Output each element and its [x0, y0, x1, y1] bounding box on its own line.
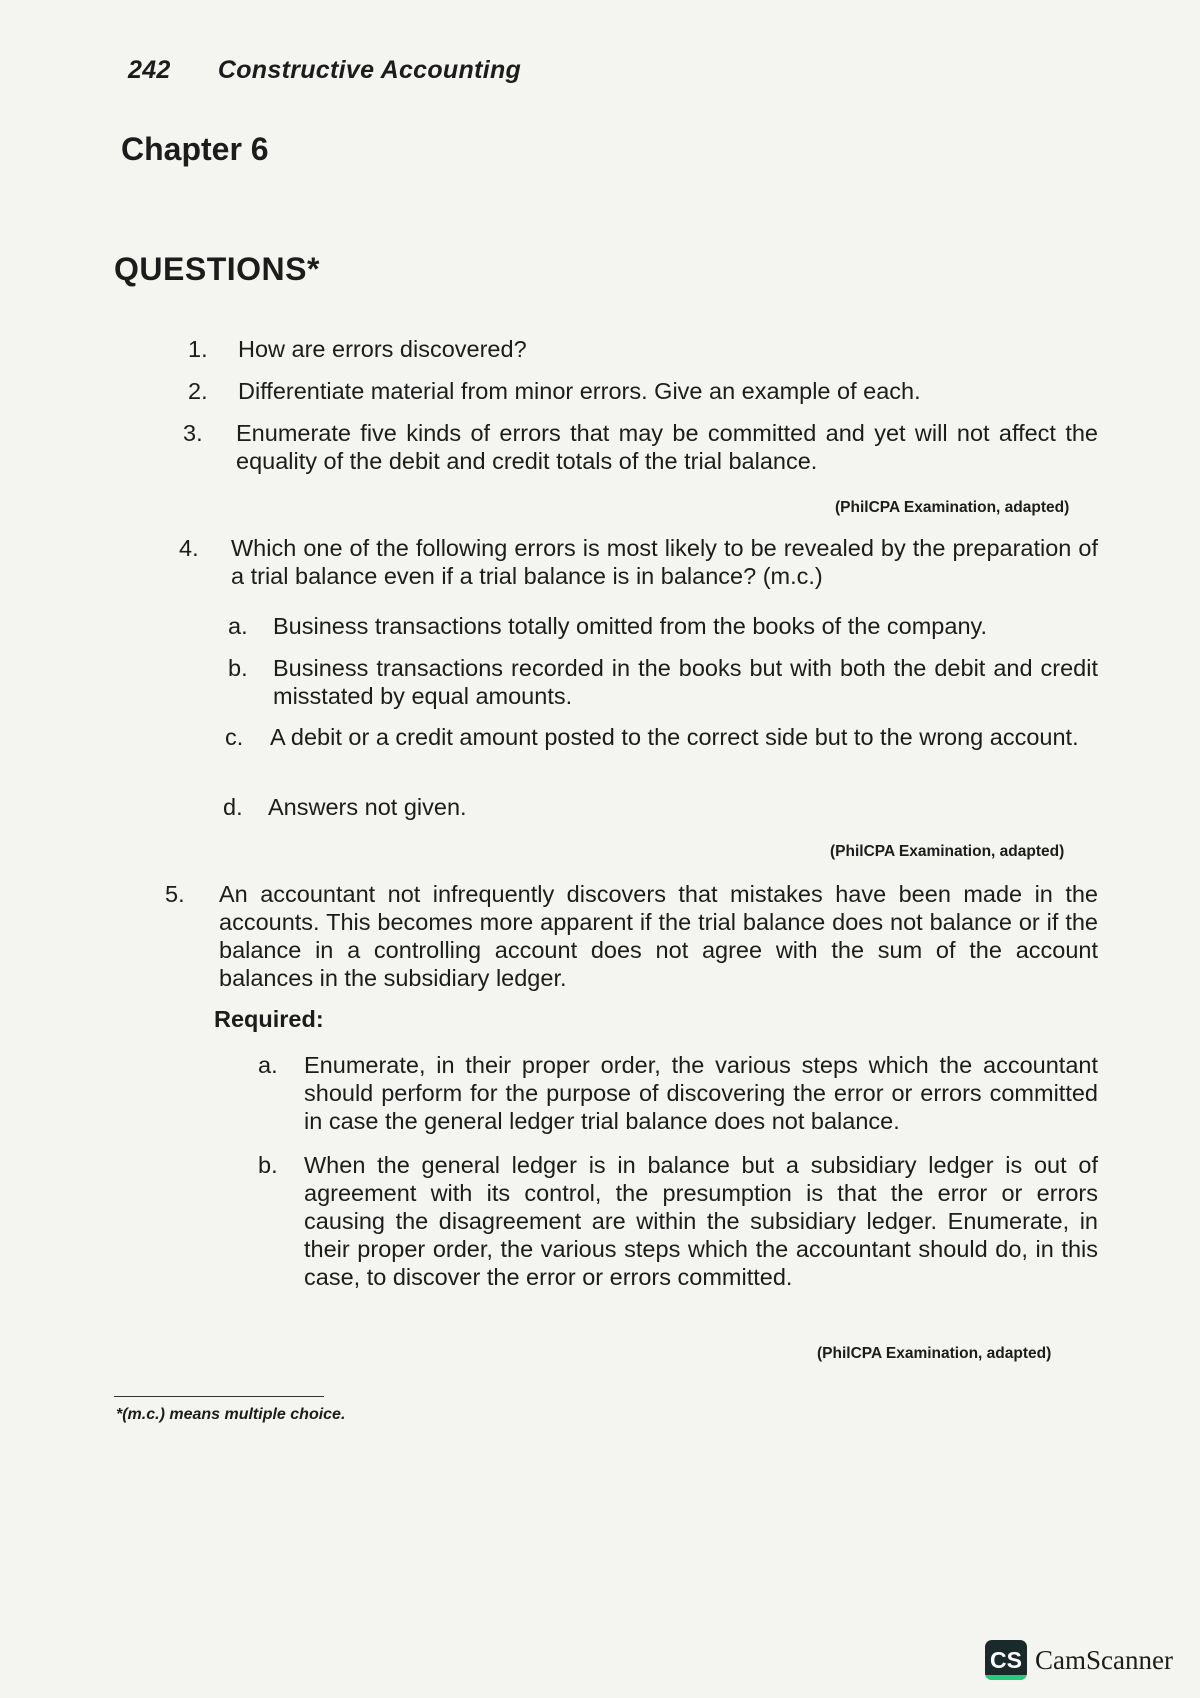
part-label: b.: [258, 1152, 278, 1178]
camscanner-name: CamScanner: [1035, 1644, 1173, 1675]
option-label: b.: [228, 655, 248, 681]
footnote: *(m.c.) means multiple choice.: [116, 1406, 346, 1423]
option-a: [228, 612, 1098, 640]
question-text: Differentiate material from minor errors. Give an example of each.: [238, 378, 921, 404]
page-number: 242: [128, 56, 171, 84]
source-credit: (PhilCPA Examination, adapted): [830, 843, 1065, 860]
footnote-rule: [114, 1396, 324, 1397]
running-head: [128, 56, 521, 85]
question-text: Enumerate five kinds of errors that may be committed and yet will not affect the equality of the debit and credit totals of the trial balance.: [236, 420, 1098, 474]
question-5: [165, 880, 1098, 992]
option-text: Business transactions totally omitted from the books of the company.: [273, 613, 988, 639]
question-number: 1.: [188, 336, 208, 362]
option-label: d.: [223, 794, 243, 820]
question-2: [188, 377, 1098, 405]
part-label: a.: [258, 1052, 278, 1078]
option-c: [225, 723, 1098, 751]
question-text: How are errors discovered?: [238, 336, 527, 362]
section-title: QUESTIONS*: [114, 251, 320, 287]
question-1: [188, 335, 1098, 363]
question-4: [179, 534, 1098, 590]
source-credit: (PhilCPA Examination, adapted): [835, 499, 1070, 516]
book-title: Constructive Accounting: [217, 56, 522, 84]
part-a: [258, 1051, 1098, 1135]
chapter-title: Chapter 6: [121, 131, 269, 167]
question-number: 5.: [165, 881, 185, 907]
option-b: [228, 654, 1098, 710]
source-credit: (PhilCPA Examination, adapted): [817, 1345, 1052, 1362]
part-text: When the general ledger is in balance but a subsidiary ledger is out of agreement with its control, the presumption is that the error or errors causing the disagreement are within the subsidiary ledger. Enumerate, in their proper order, the various steps which the accountant should do, in this case, to discover the error or errors committed.: [304, 1152, 1098, 1290]
question-text: Which one of the following errors is most likely to be revealed by the preparation of a trial balance even if a trial balance is in balance? (m.c.): [231, 535, 1098, 589]
question-number: 3.: [183, 420, 203, 446]
option-text: Business transactions recorded in the books but with both the debit and credit misstated by equal amounts.: [273, 655, 1098, 709]
option-text: A debit or a credit amount posted to the correct side but to the wrong account.: [270, 724, 1079, 750]
camscanner-logo-icon: CS: [985, 1640, 1027, 1680]
question-text: An accountant not infrequently discovers that mistakes have been made in the accounts. This becomes more apparent if the trial balance does not balance or if the balance in a controlling account does not agree with the sum of the account balances in the subsidiary ledger.: [219, 881, 1098, 991]
required-label: Required:: [214, 1006, 324, 1032]
part-b: [258, 1151, 1098, 1291]
option-label: c.: [225, 724, 244, 750]
question-3: [183, 419, 1098, 475]
option-text: Answers not given.: [268, 794, 467, 820]
part-text: Enumerate, in their proper order, the various steps which the accountant should perform for the purpose of discovering the error or errors committed in case the general ledger trial balance does not balance.: [304, 1052, 1098, 1134]
question-number: 4.: [179, 535, 199, 561]
option-label: a.: [228, 613, 248, 639]
camscanner-watermark: [985, 1640, 1173, 1680]
option-d: [223, 793, 1098, 821]
question-number: 2.: [188, 378, 208, 404]
